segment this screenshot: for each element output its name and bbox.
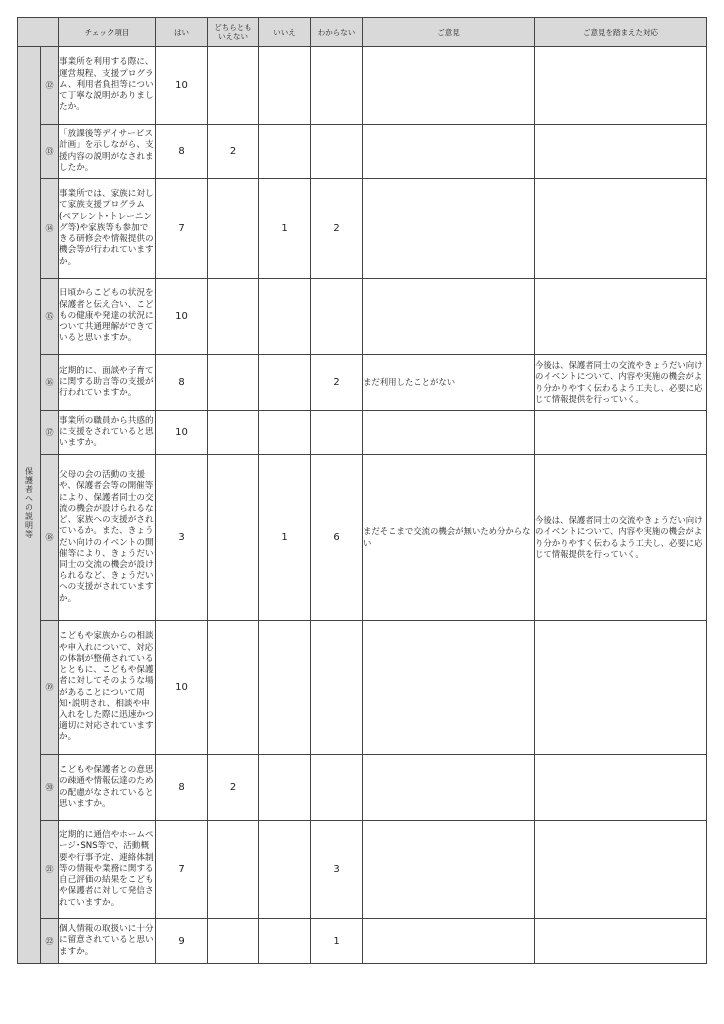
item-number: ⑱ <box>41 455 59 621</box>
yes-count: 10 <box>156 279 208 355</box>
no-count <box>259 47 311 125</box>
yes-count: 8 <box>156 755 208 821</box>
table-row <box>18 919 707 964</box>
table-row <box>18 755 707 821</box>
check-item-text: こどもや家族からの相談や申入れについて、対応の体制が整備されているとともに、こどもや保護者に対してそのような場があることについて周知･説明され、相談や申入れをした際に迅速かつ適切に対応されていますか。 <box>59 621 156 755</box>
unknown-count: 2 <box>311 179 363 279</box>
yes-count: 9 <box>156 919 208 964</box>
header-blank <box>18 18 59 47</box>
neither-count: 2 <box>208 755 259 821</box>
no-count: 1 <box>259 179 311 279</box>
no-count <box>259 355 311 411</box>
response-text <box>535 47 707 125</box>
item-number: ⑲ <box>41 621 59 755</box>
item-number: ⑫ <box>41 47 59 125</box>
header-unknown: わからない <box>311 18 363 47</box>
yes-count: 10 <box>156 411 208 455</box>
opinion-text: まだそこまで交流の機会が無いため分からない <box>363 455 535 621</box>
neither-count <box>208 279 259 355</box>
check-item-text: 事業所の職員から共感的に支援をされていると思いますか。 <box>59 411 156 455</box>
opinion-text <box>363 919 535 964</box>
yes-count: 10 <box>156 621 208 755</box>
response-text <box>535 179 707 279</box>
yes-count: 3 <box>156 455 208 621</box>
table-row <box>18 621 707 755</box>
unknown-count <box>311 279 363 355</box>
item-number: ⑰ <box>41 411 59 455</box>
unknown-count: 2 <box>311 355 363 411</box>
no-count <box>259 821 311 919</box>
no-count <box>259 755 311 821</box>
item-number: ⑭ <box>41 179 59 279</box>
neither-count <box>208 455 259 621</box>
unknown-count <box>311 125 363 179</box>
neither-count <box>208 821 259 919</box>
opinion-text <box>363 821 535 919</box>
yes-count: 7 <box>156 179 208 279</box>
header-opinion: ご意見 <box>363 18 535 47</box>
response-text: 今後は、保護者同士の交流やきょうだい向けのイベントについて、内容や実施の機会がより分かりやすく伝わるよう工夫し、必要に応じて情報提供を行っていく。 <box>535 355 707 411</box>
neither-count <box>208 919 259 964</box>
opinion-text: まだ利用したことがない <box>363 355 535 411</box>
check-item-text: 事業所では、家族に対して家族支援プログラム(ペアレント･トレーニング等)や家族等も参加できる研修会や情報提供の機会等が行われていますか。 <box>59 179 156 279</box>
table-row <box>18 411 707 455</box>
table-row <box>18 47 707 125</box>
item-number: ㉑ <box>41 821 59 919</box>
item-number: ⑳ <box>41 755 59 821</box>
no-count: 1 <box>259 455 311 621</box>
check-item-text: 定期的に、面談や子育てに関する助言等の支援が行われていますか。 <box>59 355 156 411</box>
response-text <box>535 919 707 964</box>
neither-count <box>208 355 259 411</box>
item-number: ⑬ <box>41 125 59 179</box>
opinion-text <box>363 47 535 125</box>
opinion-text <box>363 411 535 455</box>
item-number: ㉒ <box>41 919 59 964</box>
yes-count: 8 <box>156 355 208 411</box>
unknown-count: 1 <box>311 919 363 964</box>
unknown-count <box>311 47 363 125</box>
opinion-text <box>363 755 535 821</box>
check-item-text: 事業所を利用する際に、運営規程、支援プログラム、利用者負担等について丁寧な説明がありましたか。 <box>59 47 156 125</box>
evaluation-table <box>17 17 707 964</box>
table-row <box>18 279 707 355</box>
header-neither: どちらとも いえない <box>208 18 259 47</box>
yes-count: 7 <box>156 821 208 919</box>
table-row <box>18 125 707 179</box>
opinion-text <box>363 125 535 179</box>
response-text: 今後は、保護者同士の交流やきょうだい向けのイベントについて、内容や実施の機会がより分かりやすく伝わるよう工夫し、必要に応じて情報提供を行っていく。 <box>535 455 707 621</box>
response-text <box>535 755 707 821</box>
table-row <box>18 179 707 279</box>
check-item-text: 父母の会の活動の支援や、保護者会等の開催等により、保護者同士の交流の機会が設けられるなど、家族への支援がされているか。また、きょうだい向けのイベントの開催等により、きょうだい同士の交流の機会が設けられるなど、きょうだいへの支援がされていますか。 <box>59 455 156 621</box>
opinion-text <box>363 279 535 355</box>
response-text <box>535 821 707 919</box>
response-text <box>535 621 707 755</box>
header-row <box>18 18 707 47</box>
neither-count: 2 <box>208 125 259 179</box>
no-count <box>259 411 311 455</box>
no-count <box>259 125 311 179</box>
yes-count: 8 <box>156 125 208 179</box>
check-item-text: 個人情報の取扱いに十分に留意されていると思いますか。 <box>59 919 156 964</box>
table-row <box>18 355 707 411</box>
response-text <box>535 411 707 455</box>
unknown-count <box>311 411 363 455</box>
no-count <box>259 919 311 964</box>
header-check-item: チェック項目 <box>59 18 156 47</box>
neither-count <box>208 621 259 755</box>
check-item-text: 定期的に通信やホームページ･SNS等で、活動概要や行事予定、連絡体制等の情報や業務に関する自己評価の結果をこどもや保護者に対して発信されていますか。 <box>59 821 156 919</box>
unknown-count <box>311 755 363 821</box>
item-number: ⑮ <box>41 279 59 355</box>
no-count <box>259 621 311 755</box>
table-row <box>18 821 707 919</box>
unknown-count: 6 <box>311 455 363 621</box>
check-item-text: こどもや保護者との意思の疎通や情報伝達のための配慮がなされていると思いますか。 <box>59 755 156 821</box>
no-count <box>259 279 311 355</box>
neither-count <box>208 411 259 455</box>
unknown-count <box>311 621 363 755</box>
opinion-text <box>363 179 535 279</box>
check-item-text: 日頃からこどもの状況を保護者と伝え合い、こどもの健康や発達の状況について共通理解ができていると思いますか。 <box>59 279 156 355</box>
header-no: いいえ <box>259 18 311 47</box>
check-item-text: 「放課後等デイサービス計画」を示しながら、支援内容の説明がなされましたか。 <box>59 125 156 179</box>
header-response: ご意見を踏まえた対応 <box>535 18 707 47</box>
response-text <box>535 279 707 355</box>
response-text <box>535 125 707 179</box>
table-row <box>18 455 707 621</box>
neither-count <box>208 47 259 125</box>
opinion-text <box>363 621 535 755</box>
item-number: ⑯ <box>41 355 59 411</box>
unknown-count: 3 <box>311 821 363 919</box>
category-label: 保護者への説明等 <box>24 467 34 539</box>
header-yes: はい <box>156 18 208 47</box>
category-cell <box>18 47 41 964</box>
yes-count: 10 <box>156 47 208 125</box>
neither-count <box>208 179 259 279</box>
